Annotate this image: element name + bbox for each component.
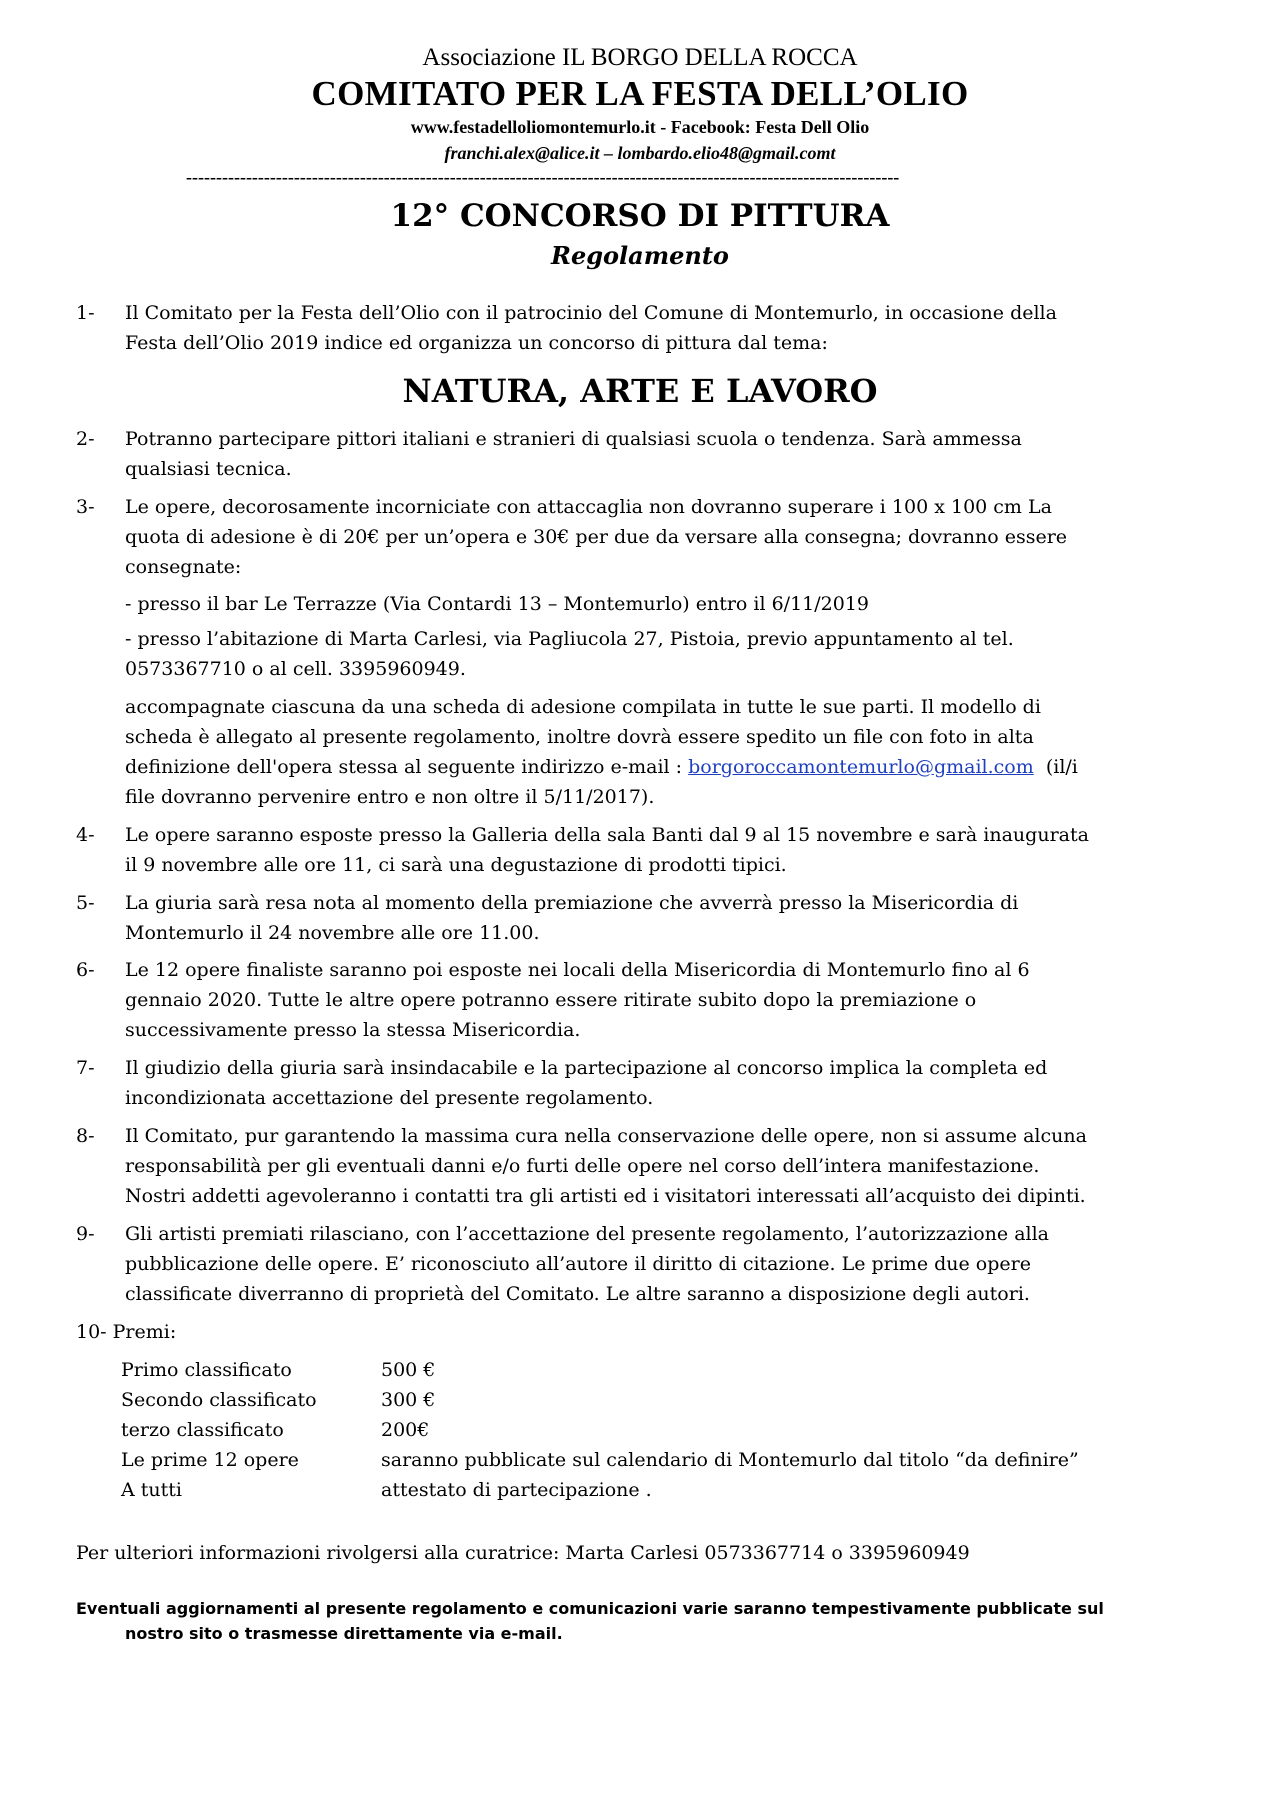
rule-1 [125,298,1210,358]
rule-number-5: 5- [76,892,95,914]
rule-6-line: Le 12 opere finaliste saranno poi esposte nei locali della Misericordia di Montemurlo fino al 6 [125,959,1030,981]
rule-7 [125,1053,1210,1113]
rule-5 [125,888,1210,948]
rule-3-submission [125,692,1210,812]
contest-email-link[interactable]: borgoroccamontemurlo@gmail.com [688,756,1034,778]
rule-number-2: 2- [76,428,95,450]
rule-number-3: 3- [76,496,95,518]
prize-label: Le prime 12 opere [121,1449,299,1471]
header-separator: ----------------------------------------------------------------------------------------------------------------------- [186,168,900,186]
rule-8-line: Nostri addetti agevoleranno i contatti tra gli artisti ed i visitatori interessati all’acquisto dei dipinti. [125,1185,1086,1207]
regulation-subtitle: Regolamento [551,241,729,270]
rule-number-6: 6- [76,959,95,981]
rule-9-line: classificate diverranno di proprietà del Comitato. Le altre saranno a disposizione degli autori. [125,1283,1030,1305]
prize-value: saranno pubblicate sul calendario di Montemurlo dal titolo “da definire” [381,1449,1079,1471]
rule-3-line: quota di adesione è di 20€ per un’opera e 30€ per due da versare alla consegna; dovranno essere [125,526,1068,548]
contest-title: 12° CONCORSO DI PITTURA [390,198,890,234]
rule-3-submission-line: accompagnate ciascuna da una scheda di adesione compilata in tutte le sue parti. Il modello di [125,696,1041,718]
web-facebook-line: www.festadelloliomontemurlo.it - Facebook: Festa Dell Olio [410,117,870,137]
prize-label: terzo classificato [121,1419,284,1441]
rule-3-submission-line: scheda è allegato al presente regolamento, inoltre dovrà essere spedito un file con foto in alta [125,726,1034,748]
delivery-place-1-text: - presso il bar Le Terrazze (Via Contardi 13 – Montemurlo) entro il 6/11/2019 [125,593,870,615]
rule-6 [125,955,1210,1045]
rule-4-line: il 9 novembre alle ore 11, ci sarà una degustazione di prodotti tipici. [125,854,787,876]
rule-9-line: Gli artisti premiati rilasciano, con l’accettazione del presente regolamento, l’autorizzazione alla [125,1223,1050,1245]
delivery-place-2-line: - presso l’abitazione di Marta Carlesi, via Pagliucola 27, Pistoia, previo appuntamento al tel. [125,628,1014,650]
contest-theme: NATURA, ARTE E LAVORO [402,372,878,410]
rule-6-line: successivamente presso la stessa Misericordia. [125,1019,581,1041]
rule-7-line: incondizionata accettazione del presente regolamento. [125,1087,654,1109]
prize-value: attestato di partecipazione . [381,1479,652,1501]
footer-notice-line: Eventuali aggiornamenti al presente regolamento e comunicazioni varie saranno tempestivamente pubblicate sul [76,1599,1104,1618]
rule-7-line: Il giudizio della giuria sarà insindacabile e la partecipazione al concorso implica la completa ed [125,1057,1048,1079]
rule-number-4: 4- [76,824,95,846]
rule-5-line: Montemurlo il 24 novembre alle ore 11.00. [125,922,540,944]
email-contacts-line: franchi.alex@alice.it – lombardo.elio48@gmail.comt [444,143,836,163]
rule-number-8: 8- [76,1125,95,1147]
rule-number-1: 1- [76,302,95,324]
rule-1-line: Festa dell’Olio 2019 indice ed organizza un concorso di pittura dal tema: [125,332,828,354]
prizes-heading: 10- Premi: [76,1321,177,1343]
rule-3-line: Le opere, decorosamente incorniciate con attaccaglia non dovranno superare i 100 x 100 cm La [125,496,1052,518]
footer-notice [76,1596,1210,1646]
prize-label: Secondo classificato [121,1389,317,1411]
prize-value: 300 € [381,1389,436,1411]
rule-2 [125,424,1210,484]
rule-8-line: responsabilità per gli eventuali danni e/o furti delle opere nel corso dell’intera manifestazione. [125,1155,1040,1177]
delivery-place-1 [125,589,1210,619]
rule-4 [125,820,1210,880]
delivery-place-2-line: 0573367710 o al cell. 3395960949. [125,658,466,680]
rule-number-7: 7- [76,1057,95,1079]
rule-1-line: Il Comitato per la Festa dell’Olio con il patrocinio del Comune di Montemurlo, in occasione della [125,302,1057,324]
rule-4-line: Le opere saranno esposte presso la Galleria della sala Banti dal 9 al 15 novembre e sarà inaugurata [125,824,1089,846]
delivery-place-2 [125,624,1210,684]
rule-9 [125,1219,1210,1309]
rule-8-line: Il Comitato, pur garantendo la massima cura nella conservazione delle opere, non si assume alcuna [125,1125,1087,1147]
email-intro-text: definizione dell'opera stessa al seguente indirizzo e-mail : [125,756,689,778]
rule-2-line: qualsiasi tecnica. [125,458,292,480]
rule-number-9: 9- [76,1223,95,1245]
committee-title: COMITATO PER LA FESTA DELL’OLIO [311,74,969,113]
prize-label: Primo classificato [121,1359,292,1381]
prize-label: A tutti [121,1479,182,1501]
rule-3-line: consegnate: [125,556,242,578]
prize-value: 200€ [381,1419,430,1441]
prize-value: 500 € [381,1359,436,1381]
rule-3-submission-line: file dovranno pervenire entro e non oltre il 5/11/2017). [125,786,655,808]
rule-9-line: pubblicazione delle opere. E’ riconosciuto all’autore il diritto di citazione. Le prime due opere [125,1253,1031,1275]
email-suffix-text: (il/i [1033,756,1078,778]
rule-3-intro [125,492,1210,582]
rule-3-submission-line [125,752,1210,782]
footer-notice-line: nostro sito o trasmesse direttamente via e-mail. [125,1624,563,1643]
rule-6-line: gennaio 2020. Tutte le altre opere potranno essere ritirate subito dopo la premiazione o [125,989,977,1011]
rule-8 [125,1121,1210,1211]
curator-contact-info: Per ulteriori informazioni rivolgersi alla curatrice: Marta Carlesi 0573367714 o 3395960949 [76,1542,970,1564]
association-name: Associazione IL BORGO DELLA ROCCA [422,44,858,71]
rule-5-line: La giuria sarà resa nota al momento della premiazione che avverrà presso la Misericordia di [125,892,1019,914]
rule-2-line: Potranno partecipare pittori italiani e stranieri di qualsiasi scuola o tendenza. Sarà ammessa [125,428,1022,450]
